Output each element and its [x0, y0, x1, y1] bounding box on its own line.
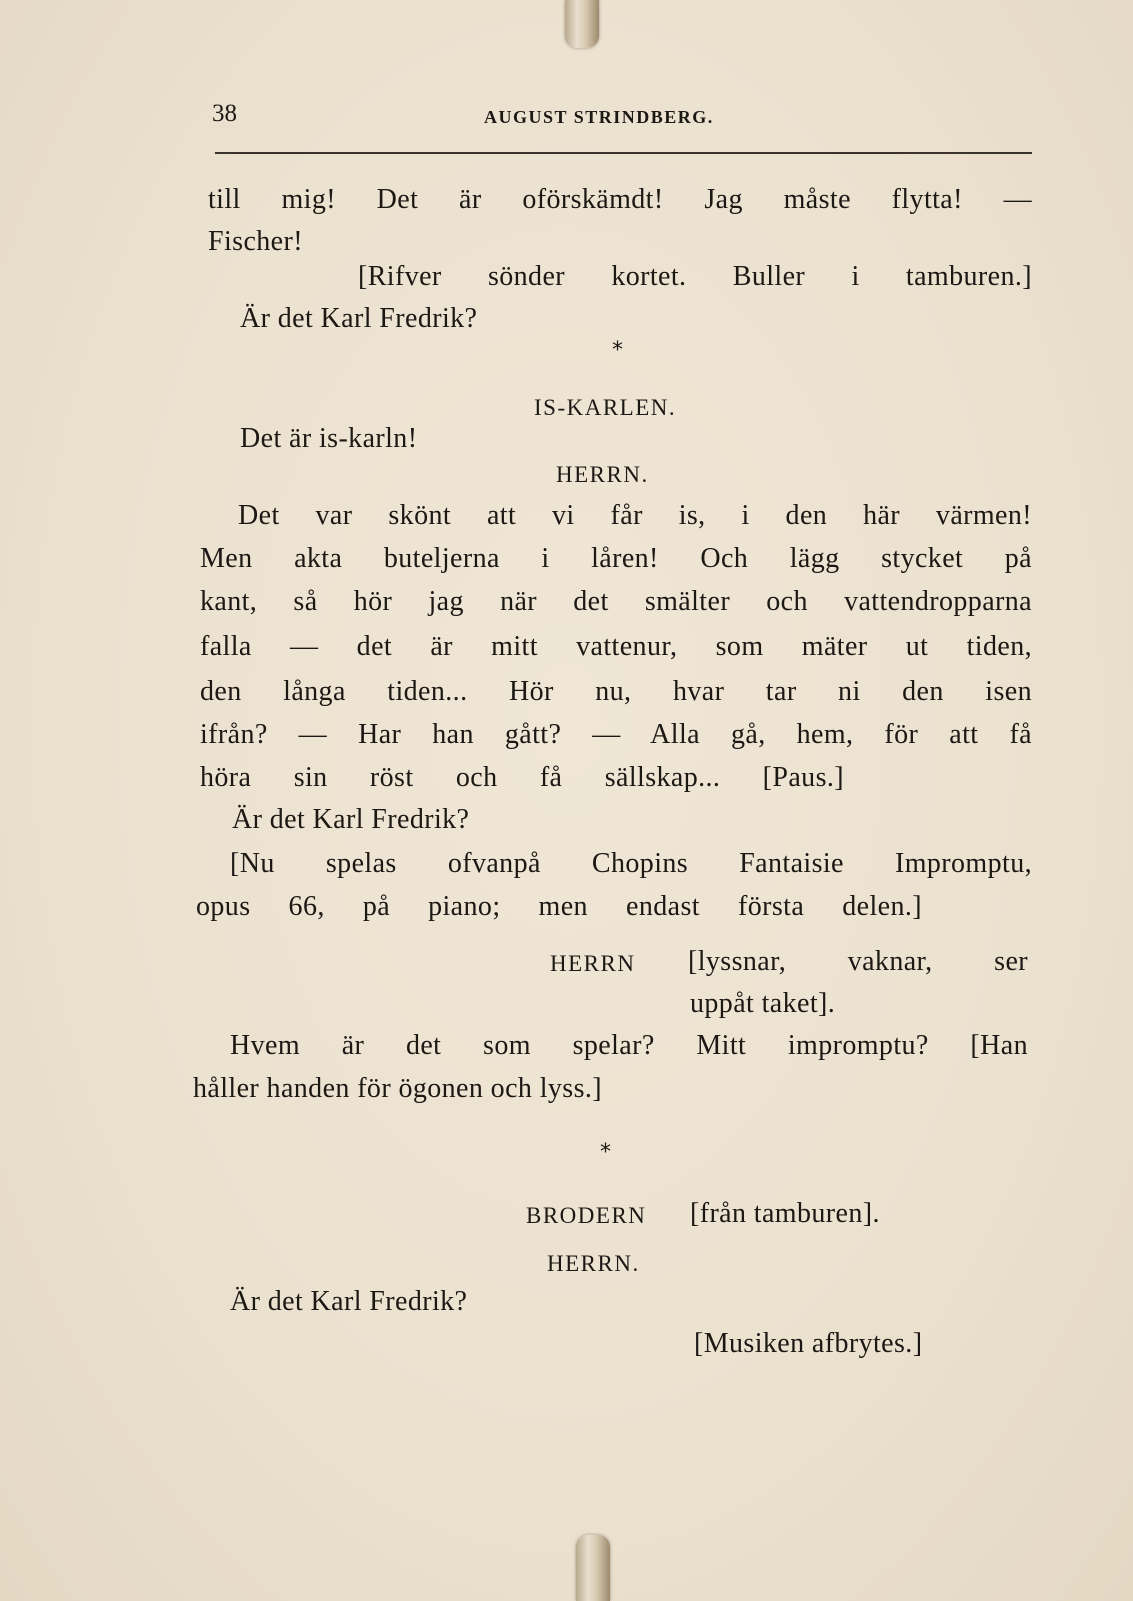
text-line-9: falla — det är mitt vattenur, som mäter ut tiden, — [200, 631, 1032, 662]
stage-direction-6: [från tamburen]. — [690, 1198, 880, 1229]
text-line-21: Är det Karl Fredrik? — [230, 1286, 468, 1317]
stage-direction-5: uppåt taket]. — [690, 988, 836, 1019]
section-asterisk-1: * — [612, 338, 623, 363]
speaker-is-karlen: IS-KARLEN. — [534, 395, 677, 420]
text-line-12: höra sin röst och få sällskap... [Paus.] — [200, 762, 844, 793]
text-line-2: Fischer! — [208, 226, 303, 257]
text-line-4: Är det Karl Fredrik? — [240, 303, 478, 334]
running-title: AUGUST STRINDBERG. — [484, 107, 714, 127]
stage-direction-1: [Rifver sönder kortet. Buller i tamburen.] — [358, 261, 1032, 292]
section-asterisk-2: * — [600, 1140, 611, 1165]
binding-staple-bottom — [576, 1535, 610, 1601]
text-line-8: kant, så hör jag när det smälter och vattendropparna — [200, 586, 1032, 617]
text-line-11: ifrån? — Har han gått? — Alla gå, hem, för att få — [200, 719, 1032, 750]
text-line-5: Det är is-karln! — [240, 423, 418, 454]
speaker-herrn-1: HERRN. — [556, 462, 649, 487]
speaker-herrn-2: HERRN — [550, 951, 636, 976]
page-number: 38 — [212, 100, 237, 127]
header-rule — [215, 152, 1032, 154]
page-header — [212, 100, 1032, 140]
text-line-10: den långa tiden... Hör nu, hvar tar ni den isen — [200, 676, 1032, 707]
binding-staple-top — [565, 0, 599, 48]
text-line-19: håller handen för ögonen och lyss.] — [193, 1073, 602, 1104]
text-line-13: Är det Karl Fredrik? — [232, 804, 470, 835]
text-line-6: Det var skönt att vi får is, i den här värmen! — [238, 500, 1032, 531]
stage-direction-7: [Musiken afbrytes.] — [694, 1328, 923, 1359]
text-line-7: Men akta buteljerna i låren! Och lägg stycket på — [200, 543, 1032, 574]
stage-direction-3: opus 66, på piano; men endast första delen.] — [196, 891, 922, 922]
speaker-brodern: BRODERN — [526, 1203, 647, 1228]
text-line-18: Hvem är det som spelar? Mitt impromptu? [Han — [230, 1030, 1028, 1061]
text-line-1: till mig! Det är oförskämdt! Jag måste flytta! — — [208, 184, 1032, 215]
stage-direction-2: [Nu spelas ofvanpå Chopins Fantaisie Impromptu, — [230, 848, 1032, 879]
speaker-herrn-3: HERRN. — [547, 1251, 640, 1276]
stage-direction-4: [lyssnar, vaknar, ser — [688, 946, 1028, 977]
